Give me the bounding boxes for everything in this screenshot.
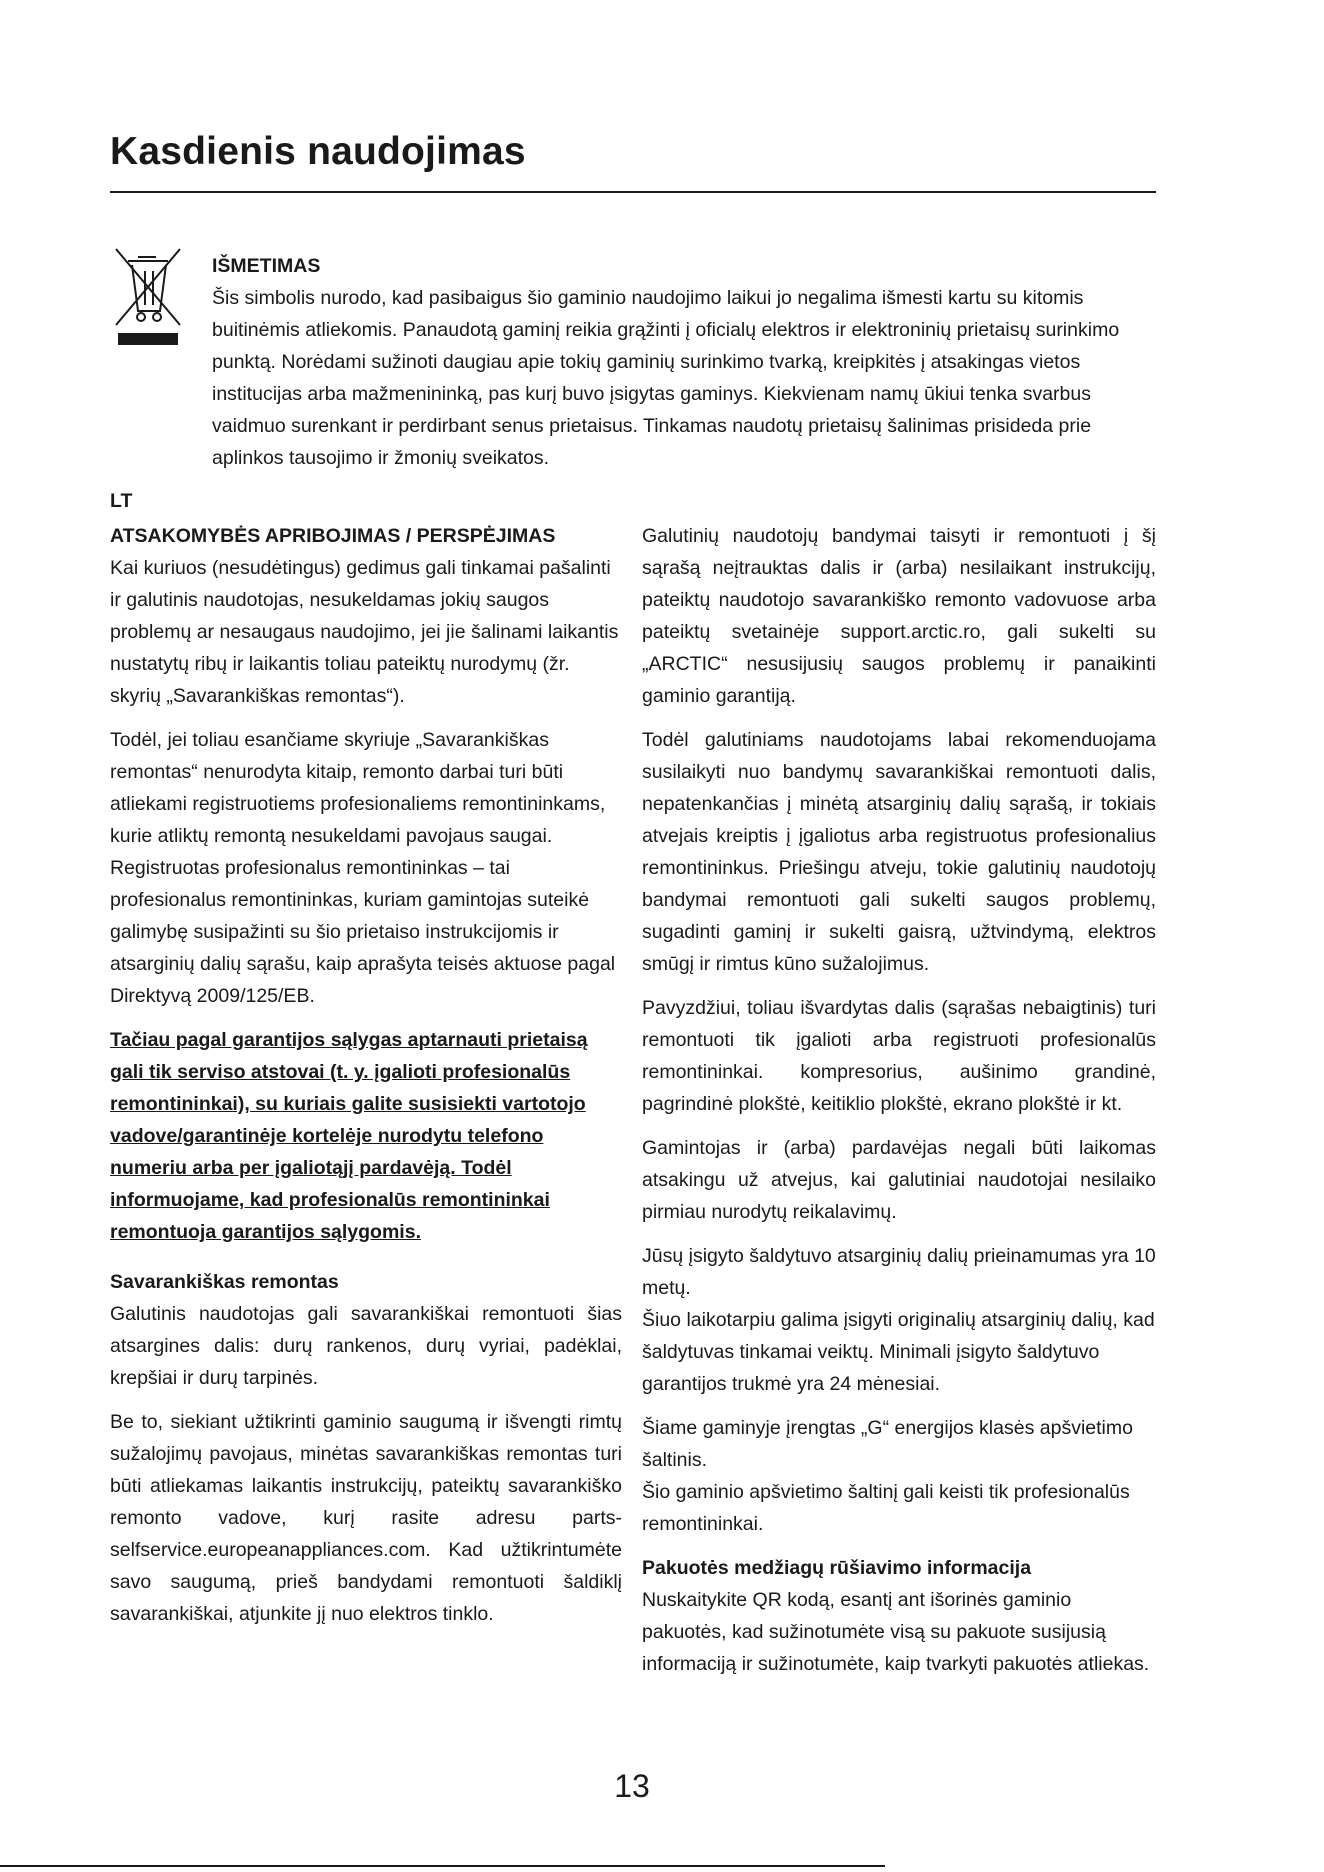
warranty-warning: Tačiau pagal garantijos sąlygas aptarnauti prietaisą gali tik serviso atstovai (t. y. įgalioti profesionalūs remontininkai), su kuriais galite susisiekti vartotojo vadove/garantinėje kortelėje nurodytu telefono numeriu arba per įgaliotąjį pardavėją. Todėl informuojame, kad profesionalūs remontininkai remontuoja garantijos sąlygomis.	[110, 1029, 588, 1243]
spare-parts-warranty: Šiuo laikotarpiu galima įsigyti originalių atsarginių dalių, kad šaldytuvas tinkamai veiktų. Minimali įsigyto šaldytuvo garantijos trukmė yra 24 mėnesiai.	[642, 1309, 1155, 1395]
disclaimer-heading: ATSAKOMYBĖS APRIBOJIMAS / PERSPĖJIMAS	[110, 525, 556, 547]
page-title: Kasdienis naudojimas	[110, 130, 526, 173]
repair-paragraph-3: Pavyzdžiui, toliau išvardytas dalis (sąrašas nebaigtinis) turi remontuoti tik įgalioti arba registruoti profesionalūs remontininkai. kompresorius, aušinimo grandinė, pagrindinė plokštė, keitiklio plokštė, ekrano plokštė ir kt.	[642, 997, 1156, 1115]
liability-paragraph: Gamintojas ir (arba) pardavėjas negali būti laikomas atsakingu už atvejus, kai galutiniai naudotojai nesilaiko pirmiau nurodytų reikalavimų.	[642, 1137, 1156, 1223]
right-column	[642, 520, 1156, 1692]
page-number: 13	[614, 1768, 650, 1804]
title-divider	[110, 191, 1156, 193]
spare-parts-availability: Jūsų įsigyto šaldytuvo atsarginių dalių prieinamumas yra 10 metų.	[642, 1245, 1156, 1299]
lighting-replacement: Šio gaminio apšvietimo šaltinį gali keisti tik profesionalūs remontininkai.	[642, 1481, 1130, 1535]
lighting-paragraph	[642, 1412, 1156, 1540]
left-column	[110, 520, 622, 1642]
repair-paragraph-2: Todėl galutiniams naudotojams labai rekomenduojama susilaikyti nuo bandymų savarankiškai remontuoti dalis, nepatenkančias į minėtą atsarginių dalių sąrašą, ir tokiais atvejais kreiptis į įgaliotus arba registruotus profesionalius remontininkus. Priešingu atveju, tokie galutinių naudotojų bandymai remontuoti gali sukelti saugos problemų, sugadinti gaminį ir sukelti gaisrą, užtvindymą, elektros smūgį ir rimtus kūno sužalojimus.	[642, 729, 1156, 975]
packaging-heading: Pakuotės medžiagų rūšiavimo informacija	[642, 1557, 1032, 1579]
disclaimer-paragraph-1: Kai kuriuos (nesudėtingus) gedimus gali tinkamai pašalinti ir galutinis naudotojas, nesukeldamas jokių saugos problemų ar nesaugaus naudojimo, jei jie šalinami laikantis nustatytų ribų ir laikantis toliau pateiktų nurodymų (žr. skyrių „Savarankiškas remontas“).	[110, 557, 619, 707]
disposal-heading: IŠMETIMAS	[212, 255, 321, 277]
crossed-out-wheelie-bin-icon	[112, 247, 184, 347]
disclaimer-paragraph-2: Todėl, jei toliau esančiame skyriuje „Savarankiškas remontas“ nenurodyta kitaip, remonto darbai turi būti atliekami registruotiems profesionaliems remontininkams, kurie atliktų remontą nesukeldami pavojaus saugai. Registruotas profesionalus remontininkas – tai profesionalus remontininkas, kuriam gamintojas suteikė galimybę susipažinti su šio prietaiso instrukcijomis ir atsarginių dalių sąrašu, kaip aprašyta teisės aktuose pagal Direktyvą 2009/125/EB.	[110, 729, 616, 1007]
self-repair-heading: Savarankiškas remontas	[110, 1271, 339, 1293]
packaging-paragraph: Nuskaitykite QR kodą, esantį ant išorinės gaminio pakuotės, kad sužinotumėte visą su pakuote susijusią informaciją ir sužinotumėte, kaip tvarkyti pakuotės atliekas.	[642, 1589, 1150, 1675]
disposal-section	[212, 250, 1162, 474]
self-repair-paragraph-1: Galutinis naudotojas gali savarankiškai remontuoti šias atsargines dalis: durų rankenos, durų vyriai, padėklai, krepšiai ir durų tarpinės.	[110, 1303, 622, 1389]
self-repair-paragraph-2: Be to, siekiant užtikrinti gaminio saugumą ir išvengti rimtų sužalojimų pavojaus, minėtas savarankiškas remontas turi būti atliekamas laikantis instrukcijų, pateiktų savarankiško remonto vadove, kurį rasite adresu parts-selfservice.europeanappliances.com. Kad užtikrintumėte savo saugumą, prieš bandydami remontuoti šaldiklį savarankiškai, atjunkite jį nuo elektros tinklo.	[110, 1411, 622, 1625]
language-code: LT	[110, 490, 133, 512]
footer-rule	[0, 1865, 885, 1867]
repair-paragraph-1: Galutinių naudotojų bandymai taisyti ir remontuoti į šį sąrašą neįtrauktas dalis ir (arba) nesilaikant instrukcijų, pateiktų naudotojo savarankiško remonto vadovuose arba pateiktų svetainėje support.arctic.ro, gali sukelti su „ARCTIC“ nesusijusių saugos problemų ir panaikinti gaminio garantiją.	[642, 525, 1156, 707]
lighting-energy-class: Šiame gaminyje įrengtas „G“ energijos klasės apšvietimo šaltinis.	[642, 1417, 1133, 1471]
disposal-text: Šis simbolis nurodo, kad pasibaigus šio gaminio naudojimo laikui jo negalima išmesti kartu su kitomis buitinėmis atliekomis. Panaudotą gaminį reikia grąžinti į oficialų elektros ir elektroninių prietaisų surinkimo punktą. Norėdami sužinoti daugiau apie tokių gaminių surinkimo tvarką, kreipkitės į atsakingas vietos institucijas arba mažmenininką, pas kurį buvo įsigytas gaminys. Kiekvienam namų ūkiui tenka svarbus vaidmuo surenkant ir perdirbant senus prietaisus. Tinkamas naudotų prietaisų šalinimas prisideda prie aplinkos tausojimo ir žmonių sveikatos.	[212, 287, 1120, 469]
spare-parts-paragraph	[642, 1240, 1156, 1400]
